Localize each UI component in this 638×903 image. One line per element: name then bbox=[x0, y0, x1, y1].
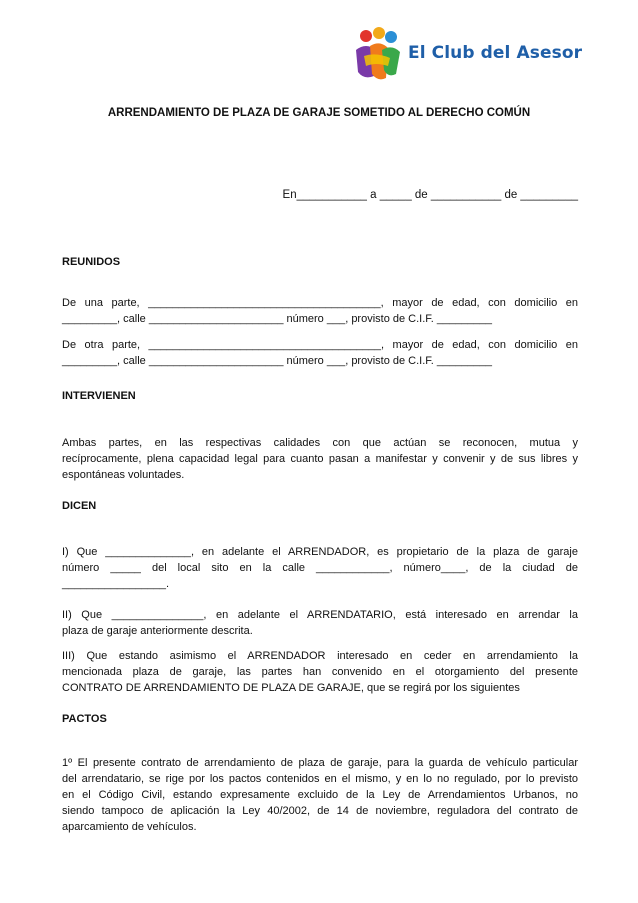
club-del-asesor-logo bbox=[352, 24, 582, 82]
text-line: De otra parte, ______________________________________, mayor de edad, con domicilio en bbox=[62, 339, 578, 351]
text-line: _________, calle ______________________ número ___, provisto de C.I.F. _________ bbox=[62, 313, 492, 325]
text-line: 1º El presente contrato de arrendamiento de plaza de garaje, para la guarda de vehículo particular bbox=[62, 757, 578, 769]
text-line: CONTRATO DE ARRENDAMIENTO DE PLAZA DE GARAJE, que se regirá por los siguientes bbox=[62, 682, 520, 694]
section-heading-reunidos: REUNIDOS bbox=[62, 256, 121, 268]
text-line: aparcamiento de vehículos. bbox=[62, 821, 197, 833]
text-line: _________, calle ______________________ número ___, provisto de C.I.F. _________ bbox=[62, 355, 492, 367]
text-line: De una parte, ______________________________________, mayor de edad, con domicilio en bbox=[62, 297, 578, 309]
logo-text: El Club del Asesor bbox=[408, 43, 583, 63]
section-heading-intervienen: INTERVIENEN bbox=[62, 390, 136, 402]
text-line: recíprocamente, plena capacidad legal para cuanto pasan a manifestar y convenir y de sus libres y bbox=[62, 453, 578, 465]
text-line: espontáneas voluntades. bbox=[62, 469, 185, 481]
text-line: número _____ del local sito en la calle ____________, número____, de la ciudad de bbox=[62, 562, 578, 574]
text-line: en el Código Civil, estando expresamente excluido de la Ley de Arrendamientos Urbanos, no bbox=[62, 789, 578, 801]
text-line: II) Que _______________, en adelante el ARRENDATARIO, está interesado en arrendar la bbox=[62, 609, 578, 621]
paragraph-dicen-ii bbox=[62, 607, 578, 639]
text-line: siendo tampoco de aplicación la Ley 40/2002, de 14 de noviembre, reguladora del contrato de bbox=[62, 805, 578, 817]
text-line: mencionada plaza de garaje, las partes han convenido en el otorgamiento del presente bbox=[62, 666, 578, 678]
document-title: ARRENDAMIENTO DE PLAZA DE GARAJE SOMETIDO AL DERECHO COMÚN bbox=[107, 107, 531, 119]
section-heading-dicen: DICEN bbox=[62, 500, 97, 512]
people-logo-icon bbox=[352, 24, 404, 82]
paragraph-ambas-partes bbox=[62, 435, 578, 483]
text-line: Ambas partes, en las respectivas calidades con que actúan se reconocen, mutua y bbox=[62, 437, 578, 449]
date-line: En___________ a _____ de ___________ de _________ bbox=[282, 189, 578, 201]
paragraph-dicen-iii bbox=[62, 648, 578, 696]
text-line: plaza de garaje anteriormente descrita. bbox=[62, 625, 253, 637]
text-line: del arrendatario, se rige por los pactos contenidos en el mismo, y en lo no regulado, por lo previsto bbox=[62, 773, 578, 785]
paragraph-pacto-1 bbox=[62, 755, 578, 835]
paragraph-una-parte bbox=[62, 295, 578, 327]
text-line: _________________. bbox=[62, 578, 170, 590]
section-heading-pactos: PACTOS bbox=[62, 713, 107, 725]
paragraph-dicen-i bbox=[62, 544, 578, 592]
text-line: III) Que estando asimismo el ARRENDADOR interesado en ceder en arrendamiento la bbox=[62, 650, 578, 662]
text-line: I) Que ______________, en adelante el ARRENDADOR, es propietario de la plaza de garaje bbox=[62, 546, 578, 558]
paragraph-otra-parte bbox=[62, 337, 578, 369]
